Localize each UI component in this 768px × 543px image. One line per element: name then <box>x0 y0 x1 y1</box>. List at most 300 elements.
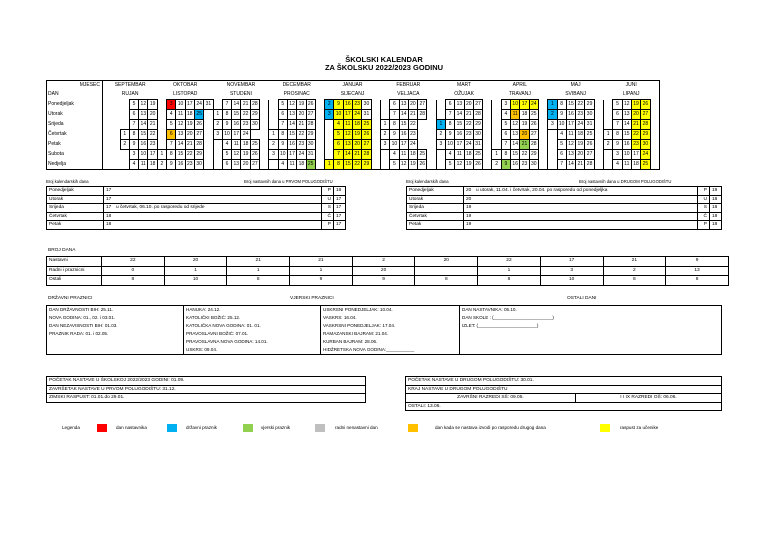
calendar-empty <box>548 150 557 160</box>
calendar-day: 26 <box>473 160 482 170</box>
other-days-title: OSTALI DANI <box>567 296 597 301</box>
calendar-day: 28 <box>529 140 538 150</box>
calendar-day: 4 <box>278 160 287 170</box>
calendar-day: 18 <box>241 140 250 150</box>
month-local-name: VELJACA <box>397 91 420 97</box>
calendar-empty <box>120 110 129 120</box>
calendar-day: 22 <box>631 130 640 140</box>
broj-dana-value: 8 <box>603 276 666 286</box>
calendar-day: 4 <box>334 120 343 130</box>
blue-swatch-icon <box>167 424 177 432</box>
sem-day: Petak <box>47 221 104 230</box>
weekday-label: Utorak <box>47 110 103 120</box>
calendar-day: 28 <box>194 140 203 150</box>
calendar-day: 3 <box>269 150 278 160</box>
calendar-empty <box>103 120 112 130</box>
calendar-day: 4 <box>167 110 176 120</box>
broj-dana-value: 1 <box>164 266 227 276</box>
month-local-name: LISTOPAD <box>173 91 198 97</box>
calendar-day: 23 <box>464 130 473 140</box>
calendar-day: 2 <box>492 160 501 170</box>
sem-note: u utorak, 11.04. i četvrtak, 20.04. po rasporedu od ponedjeljka <box>474 187 698 196</box>
calendar-day: 7 <box>278 120 287 130</box>
broj-dana-value: 9 <box>290 276 353 286</box>
calendar-empty <box>418 140 427 150</box>
calendar-day: 30 <box>306 140 315 150</box>
calendar-day: 29 <box>362 160 371 170</box>
calendar-day: 14 <box>566 160 575 170</box>
broj-dana-label: Nastavni <box>47 257 102 267</box>
calendar-day: 10 <box>557 120 566 130</box>
red-swatch-icon <box>97 424 107 432</box>
sem-count: 17 <box>104 204 115 213</box>
calendar-day: 15 <box>176 150 185 160</box>
second-sem-title-right: Broj nastavnih dana u DRUGOM POLUGODIŠTU <box>579 179 672 184</box>
calendar-day: 31 <box>306 150 315 160</box>
header-dan: DAN <box>47 90 103 100</box>
calendar-empty <box>204 130 213 140</box>
calendar-day: 16 <box>511 160 520 170</box>
calendar-day: 3 <box>167 100 176 110</box>
sem-note <box>114 221 322 230</box>
sem-value: 16 <box>334 187 346 196</box>
calendar-empty <box>594 150 603 160</box>
calendar-day: 2 <box>548 110 557 120</box>
calendar-empty <box>548 140 557 150</box>
calendar-day: 27 <box>250 160 259 170</box>
calendar-day: 3 <box>213 130 222 140</box>
calendar-empty <box>315 160 324 170</box>
calendar-empty <box>204 140 213 150</box>
calendar-day: 28 <box>250 100 259 110</box>
calendar-day: 22 <box>464 120 473 130</box>
sem-code: U <box>322 195 334 204</box>
calendar-day: 7 <box>613 120 622 130</box>
calendar-day: 22 <box>408 120 417 130</box>
calendar-empty <box>483 100 492 110</box>
calendar-day: 10 <box>445 140 454 150</box>
sem-note <box>114 212 322 221</box>
calendar-day: 15 <box>287 130 296 140</box>
calendar-day: 3 <box>548 120 557 130</box>
calendar-day: 21 <box>408 110 417 120</box>
calendar-day: 26 <box>529 120 538 130</box>
calendar-empty <box>315 140 324 150</box>
calendar-day: 30 <box>194 160 203 170</box>
calendar-day: 10 <box>622 150 631 160</box>
calendar-empty <box>371 120 380 130</box>
calendar-day: 28 <box>473 110 482 120</box>
calendar-day: 23 <box>241 120 250 130</box>
calendar-day: 13 <box>139 110 148 120</box>
religious-holiday: HIDŽRETSKA NOVA GODINA:___________ <box>321 346 460 355</box>
calendar-empty <box>418 120 427 130</box>
calendar-empty <box>371 140 380 150</box>
calendar-empty <box>315 130 324 140</box>
month-local-name: LIPANJ <box>604 90 660 100</box>
broj-dana-value: 8 <box>478 276 541 286</box>
calendar-day: 6 <box>557 150 566 160</box>
calendar-day: 20 <box>241 160 250 170</box>
sem-code: S <box>698 204 710 213</box>
calendar-day: 25 <box>306 160 315 170</box>
calendar-day: 3 <box>436 140 445 150</box>
sem-note <box>474 195 698 204</box>
calendar-day: 31 <box>362 110 371 120</box>
calendar-day: 9 <box>167 160 176 170</box>
calendar-day: 8 <box>167 150 176 160</box>
month-local-name: PROSINAC <box>283 91 310 97</box>
calendar-empty <box>427 140 436 150</box>
weekday-label: Petak <box>47 140 103 150</box>
calendar-day: 12 <box>566 140 575 150</box>
calendar-empty <box>427 150 436 160</box>
calendar-day: 11 <box>176 110 185 120</box>
calendar-day: 8 <box>334 160 343 170</box>
calendar-day: 21 <box>631 120 640 130</box>
weekday-label: Ponedjeljak <box>47 100 103 110</box>
sem-note <box>474 221 698 230</box>
calendar-day: 25 <box>585 130 594 140</box>
sem-code: P <box>322 221 334 230</box>
calendar-day: 12 <box>343 130 352 140</box>
calendar-empty <box>594 120 603 130</box>
broj-dana-value <box>415 266 478 276</box>
calendar-day: 16 <box>399 130 408 140</box>
religious-holiday: PRAVOSLAVNI BOŽIĆ: 07.01. <box>184 330 321 338</box>
calendar-day: 21 <box>353 150 362 160</box>
calendar-day: 13 <box>399 100 408 110</box>
calendar-empty <box>483 110 492 120</box>
calendar-day: 18 <box>464 150 473 160</box>
calendar-empty <box>103 140 112 150</box>
calendar-day: 5 <box>445 160 454 170</box>
sem-count: 18 <box>104 212 115 221</box>
calendar-empty <box>111 140 120 150</box>
calendar-day: 12 <box>176 120 185 130</box>
calendar-day: 5 <box>390 160 399 170</box>
broj-dana-value: 3 <box>540 266 603 276</box>
broj-dana-value: 21 <box>227 257 290 267</box>
calendar-day: 27 <box>529 130 538 140</box>
calendar-empty <box>269 160 278 170</box>
calendar-day: 22 <box>520 150 529 160</box>
calendar-day: 13 <box>287 110 296 120</box>
month-local-name: SVIBANJ <box>565 91 587 97</box>
calendar-day: 14 <box>399 110 408 120</box>
calendar-empty <box>650 100 659 110</box>
calendar-empty <box>380 110 389 120</box>
calendar-day: 17 <box>148 150 157 160</box>
calendar-day: 13 <box>566 150 575 160</box>
calendar-day: 9 <box>129 140 138 150</box>
calendar-day: 3 <box>501 100 510 110</box>
calendar-day: 31 <box>585 120 594 130</box>
broj-dana-value: 9 <box>352 276 415 286</box>
calendar-empty <box>427 120 436 130</box>
calendar-empty <box>260 110 269 120</box>
calendar-day: 19 <box>631 100 640 110</box>
calendar-day: 5 <box>557 140 566 150</box>
weekday-label: Nedjelja <box>47 160 103 170</box>
sem-value: 18 <box>710 195 722 204</box>
calendar-day: 27 <box>418 100 427 110</box>
calendar-day: 20 <box>520 130 529 140</box>
calendar-day: 11 <box>139 160 148 170</box>
calendar-day: 28 <box>418 110 427 120</box>
calendar-empty <box>604 100 613 110</box>
calendar-day: 26 <box>250 150 259 160</box>
calendar-day: 14 <box>232 100 241 110</box>
calendar-day: 30 <box>250 120 259 130</box>
calendar-day: 18 <box>576 130 585 140</box>
calendar-day: 1 <box>548 100 557 110</box>
sem-value: 17 <box>334 195 346 204</box>
header-mjesec: MJESEC <box>47 81 103 91</box>
calendar-empty <box>260 150 269 160</box>
calendar-day: 20 <box>185 130 194 140</box>
calendar-day: 15 <box>622 130 631 140</box>
religious-holiday: HANUKA: 24.12. <box>184 306 321 315</box>
calendar-day: 21 <box>464 110 473 120</box>
calendar-day: 5 <box>278 100 287 110</box>
sem-code: Č <box>322 212 334 221</box>
calendar-empty <box>204 110 213 120</box>
calendar-day: 24 <box>241 130 250 140</box>
calendar-day: 20 <box>464 100 473 110</box>
calendar-empty <box>269 120 278 130</box>
calendar-day: 17 <box>287 150 296 160</box>
religious-holiday: KURBAN BAJRAM: 28.06. <box>321 338 460 346</box>
broj-dana-value: 22 <box>478 257 541 267</box>
calendar-subtitle: ZA ŠKOLSKU 2022/2023 GODINU <box>324 63 444 72</box>
calendar-day: 20 <box>297 110 306 120</box>
broj-dana-label: Radni i praznicni <box>47 266 102 276</box>
broj-dana-value: 17 <box>540 257 603 267</box>
calendar-day: 8 <box>390 120 399 130</box>
calendar-day: 11 <box>399 150 408 160</box>
sem-code: P <box>322 187 334 196</box>
calendar-day: 11 <box>455 150 464 160</box>
calendar-day: 16 <box>343 100 352 110</box>
calendar-empty <box>436 150 445 160</box>
calendar-empty <box>260 120 269 130</box>
calendar-day: 12 <box>455 160 464 170</box>
calendar-day: 11 <box>287 160 296 170</box>
broj-dana-table <box>46 256 729 286</box>
calendar-empty <box>315 100 324 110</box>
calendar-day: 10 <box>390 140 399 150</box>
calendar-empty <box>315 110 324 120</box>
calendar-day: 19 <box>185 120 194 130</box>
calendar-empty <box>483 150 492 160</box>
calendar-day: 6 <box>222 160 231 170</box>
calendar-day: 9 <box>501 160 510 170</box>
calendar-grid <box>46 80 660 170</box>
calendar-day: 10 <box>278 150 287 160</box>
calendar-day: 13 <box>455 100 464 110</box>
sem-code: Č <box>698 212 710 221</box>
broj-dana-value: 20 <box>415 257 478 267</box>
calendar-empty <box>315 120 324 130</box>
state-holiday: NOVA GODINA: 01., 02. i 03.01. <box>47 314 184 322</box>
calendar-day: 4 <box>613 160 622 170</box>
month-local-name: RUJAN <box>121 91 139 97</box>
state-holiday <box>47 346 184 355</box>
broj-dana-value: 13 <box>666 266 729 276</box>
calendar-empty <box>492 120 501 130</box>
calendar-empty <box>492 110 501 120</box>
calendar-empty <box>103 110 112 120</box>
sem-note: u četvrtak, 06.10. po rasporedu od srijede <box>114 204 322 213</box>
calendar-empty <box>492 100 501 110</box>
calendar-day: 12 <box>399 160 408 170</box>
calendar-empty <box>604 150 613 160</box>
calendar-day: 8 <box>557 100 566 110</box>
calendar-day: 1 <box>120 130 129 140</box>
broj-dana-value: 1 <box>290 266 353 276</box>
calendar-empty <box>157 110 166 120</box>
calendar-empty <box>213 150 222 160</box>
calendar-day: 16 <box>176 160 185 170</box>
religious-holiday: KATOLIČKI BOŽIĆ: 25.12. <box>184 314 321 322</box>
religious-holidays-title: VJERSKI PRAZNICI <box>290 296 334 301</box>
calendar-empty <box>548 130 557 140</box>
calendar-day: 24 <box>194 100 203 110</box>
calendar-empty <box>538 120 547 130</box>
calendar-day: 13 <box>232 160 241 170</box>
legend-text: vjerski praznik <box>261 425 291 430</box>
other-day: DAN NASTAVNIKA: 05.10. <box>460 306 722 315</box>
calendar-day: 1 <box>213 110 222 120</box>
sem-count: 19 <box>464 212 475 221</box>
calendar-day: 3 <box>613 150 622 160</box>
info-line: POČETAK NASTAVE U DRUGOM POLUGODIŠTU: 30.01. <box>406 377 722 386</box>
calendar-day: 19 <box>576 140 585 150</box>
calendar-day: 6 <box>390 100 399 110</box>
calendar-day: 15 <box>511 150 520 160</box>
other-day <box>460 338 722 346</box>
sem-count: 20 <box>464 195 475 204</box>
broj-dana-title: BROJ DANA <box>48 248 76 253</box>
calendar-empty <box>427 130 436 140</box>
calendar-day: 26 <box>585 140 594 150</box>
sem-code: P <box>698 187 710 196</box>
calendar-day: 19 <box>148 100 157 110</box>
calendar-day: 5 <box>613 100 622 110</box>
legend-text: dan nastavnika <box>116 425 147 430</box>
calendar-empty <box>315 150 324 160</box>
calendar-day: 9 <box>445 130 454 140</box>
calendar-day: 3 <box>129 150 138 160</box>
broj-dana-value: 21 <box>290 257 353 267</box>
calendar-day: 30 <box>641 140 650 150</box>
sem-day: Utorak <box>407 195 464 204</box>
calendar-day: 31 <box>473 140 482 150</box>
calendar-day: 3 <box>325 110 334 120</box>
religious-holiday: USKRSNI PONEDJELJAK: 10.04. <box>321 306 460 315</box>
sem-code: S <box>322 204 334 213</box>
calendar-empty <box>427 160 436 170</box>
broj-dana-value: 2 <box>603 266 666 276</box>
sem-count: 18 <box>104 221 115 230</box>
calendar-day: 6 <box>613 110 622 120</box>
calendar-empty <box>103 130 112 140</box>
calendar-day: 16 <box>566 110 575 120</box>
calendar-day: 6 <box>501 130 510 140</box>
calendar-day: 22 <box>241 110 250 120</box>
broj-dana-value: 10 <box>540 276 603 286</box>
sem-note <box>474 204 698 213</box>
sem-code: U <box>698 195 710 204</box>
calendar-day: 9 <box>222 120 231 130</box>
broj-dana-value: 8 <box>666 276 729 286</box>
month-name: OKTOBAR <box>157 81 213 91</box>
calendar-day: 13 <box>343 140 352 150</box>
second-sem-dates <box>405 376 722 411</box>
calendar-empty <box>157 140 166 150</box>
month-local-name: TRAVANJ <box>508 91 531 97</box>
legend-label: Legenda <box>62 425 80 430</box>
calendar-day: 22 <box>576 100 585 110</box>
calendar-day: 16 <box>287 140 296 150</box>
calendar-day: 26 <box>306 100 315 110</box>
calendar-day: 8 <box>445 120 454 130</box>
calendar-day: 24 <box>641 150 650 160</box>
legend-text: dan kada se nastava izvodi po rasporedu drugog dana <box>435 425 546 430</box>
calendar-day: 25 <box>529 110 538 120</box>
calendar-empty <box>548 160 557 170</box>
calendar-empty <box>538 110 547 120</box>
calendar-day: 30 <box>362 100 371 110</box>
calendar-empty <box>325 150 334 160</box>
info-line: KRAJ NASTAVE U DRUGOM POLUGODIŠTU <box>406 385 722 394</box>
info-line: ZAVRŠETAK NASTAVE U PRVOM POLUGODIŠTU: 31.12. <box>47 385 366 394</box>
month-name: JANUAR <box>325 81 381 91</box>
calendar-day: 1 <box>380 120 389 130</box>
calendar-day: 13 <box>176 130 185 140</box>
calendar-day: 27 <box>641 110 650 120</box>
calendar-day: 29 <box>473 120 482 130</box>
calendar-day: 26 <box>641 100 650 110</box>
calendar-empty <box>111 110 120 120</box>
calendar-day: 24 <box>353 110 362 120</box>
calendar-empty <box>604 120 613 130</box>
state-holiday: DAN DRŽAVNOSTI BIH: 25.11. <box>47 306 184 315</box>
calendar-day: 14 <box>287 120 296 130</box>
calendar-empty <box>483 130 492 140</box>
weekday-label: Subota <box>47 150 103 160</box>
calendar-day: 14 <box>139 120 148 130</box>
broj-dana-label: Ostali <box>47 276 102 286</box>
calendar-day: 22 <box>185 150 194 160</box>
calendar-empty <box>427 110 436 120</box>
calendar-day: 14 <box>511 140 520 150</box>
calendar-empty <box>213 100 222 110</box>
calendar-day: 30 <box>529 160 538 170</box>
calendar-day: 21 <box>148 120 157 130</box>
calendar-empty <box>260 140 269 150</box>
sem-count: 19 <box>464 221 475 230</box>
calendar-day: 5 <box>334 130 343 140</box>
calendar-day: 1 <box>436 120 445 130</box>
calendar-day: 7 <box>390 110 399 120</box>
calendar-day: 17 <box>520 100 529 110</box>
sem-value: 17 <box>334 221 346 230</box>
calendar-day: 5 <box>222 150 231 160</box>
calendar-day: 1 <box>269 130 278 140</box>
sem-day: Utorak <box>47 195 104 204</box>
